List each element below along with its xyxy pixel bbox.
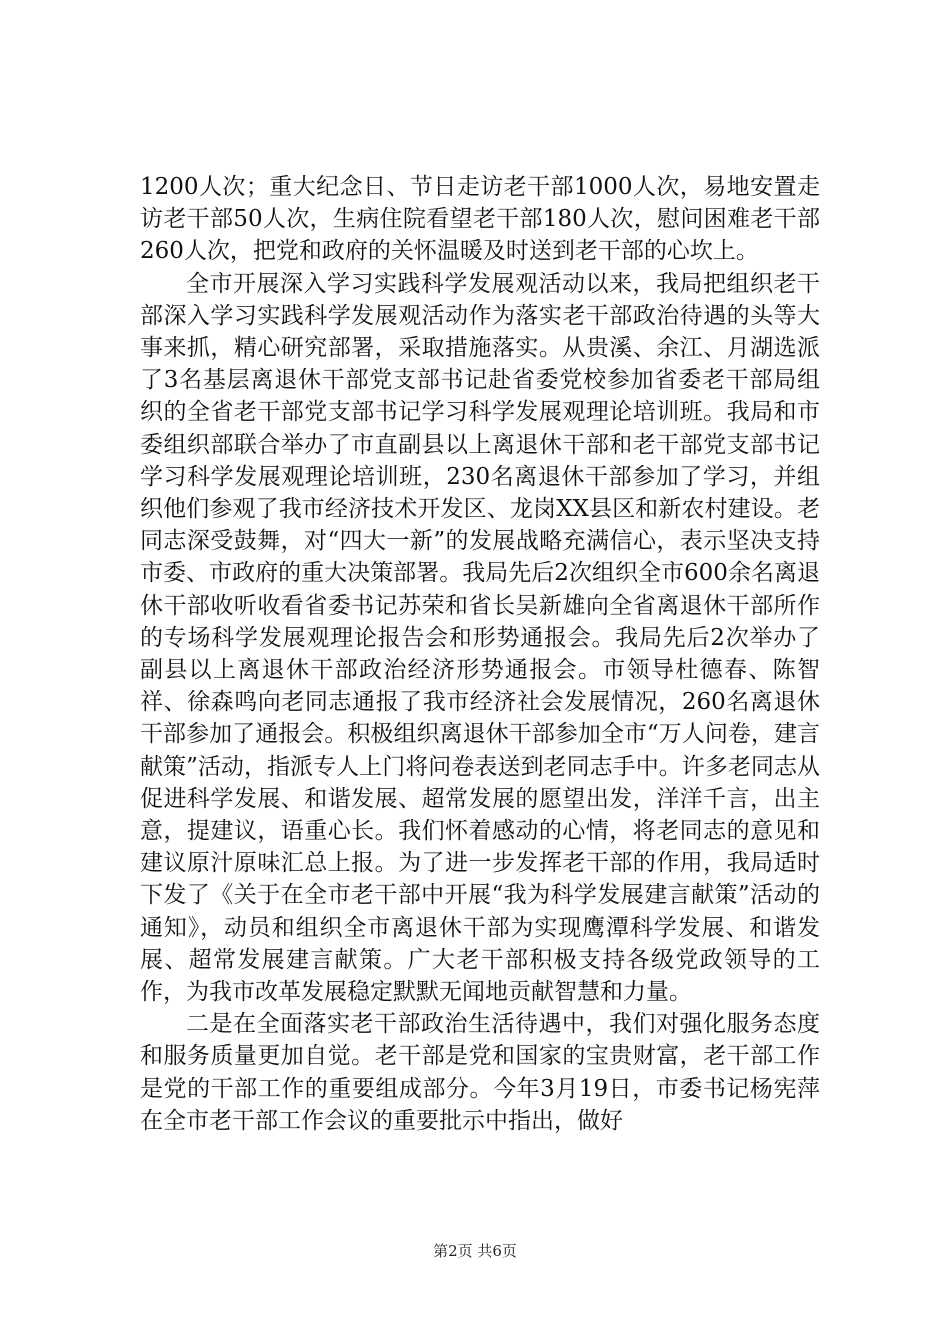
page-footer: 第2页 共6页: [433, 1242, 517, 1260]
paragraph-3: 二是在全面落实老干部政治生活待遇中，我们对强化服务态度和服务质量更加自觉。老干部是党和国家的宝贵财富，老干部工作是党的干部工作的重要组成部分。今年3月19日，市委书记杨宪萍在全市老干部工作会议的重要批示中指出，做好: [140, 1011, 820, 1134]
document-body: [140, 171, 820, 1137]
paragraph-2: 全市开展深入学习实践科学发展观活动以来，我局把组织老干部深入学习实践科学发展观活动作为落实老干部政治待遇的头等大事来抓，精心研究部署，采取措施落实。从贵溪、余江、月湖选派了3名基层离退休干部党支部书记赴省委党校参加省委老干部局组织的全省老干部党支部书记学习科学发展观理论培训班。我局和市委组织部联合举办了市直副县以上离退休干部和老干部党支部书记学习科学发展观理论培训班，230名离退休干部参加了学习，并组织他们参观了我市经济技术开发区、龙岗XX县区和新农村建设。老同志深受鼓舞，对“四大一新”的发展战略充满信心，表示坚决支持市委、市政府的重大决策部署。我局先后2次组织全市600余名离退休干部收听收看省委书记苏荣和省长吴新雄向全省离退休干部所作的专场科学发展观理论报告会和形势通报会。我局先后2次举办了副县以上离退休干部政治经济形势通报会。市领导杜德春、陈智祥、徐森鸣向老同志通报了我市经济社会发展情况，260名离退休干部参加了通报会。积极组织离退休干部参加全市“万人问卷，建言献策”活动，指派专人上门将问卷表送到老同志手中。许多老同志从促进科学发展、和谐发展、超常发展的愿望出发，洋洋千言，出主意，提建议，语重心长。我们怀着感动的心情，将老同志的意见和建议原汁原味汇总上报。为了进一步发挥老干部的作用，我局适时下发了《关于在全市老干部中开展“我为科学发展建言献策”活动的通知》，动员和组织全市离退休干部为实现鹰潭科学发展、和谐发展、超常发展建言献策。广大老干部积极支持各级党政领导的工作，为我市改革发展稳定默默无闻地贡献智慧和力量。: [140, 270, 820, 1006]
paragraph-1: 1200人次；重大纪念日、节日走访老干部1000人次，易地安置走访老干部50人次，生病住院看望老干部180人次，慰问困难老干部260人次，把党和政府的关怀温暖及时送到老干部的心坎上。: [140, 174, 820, 265]
